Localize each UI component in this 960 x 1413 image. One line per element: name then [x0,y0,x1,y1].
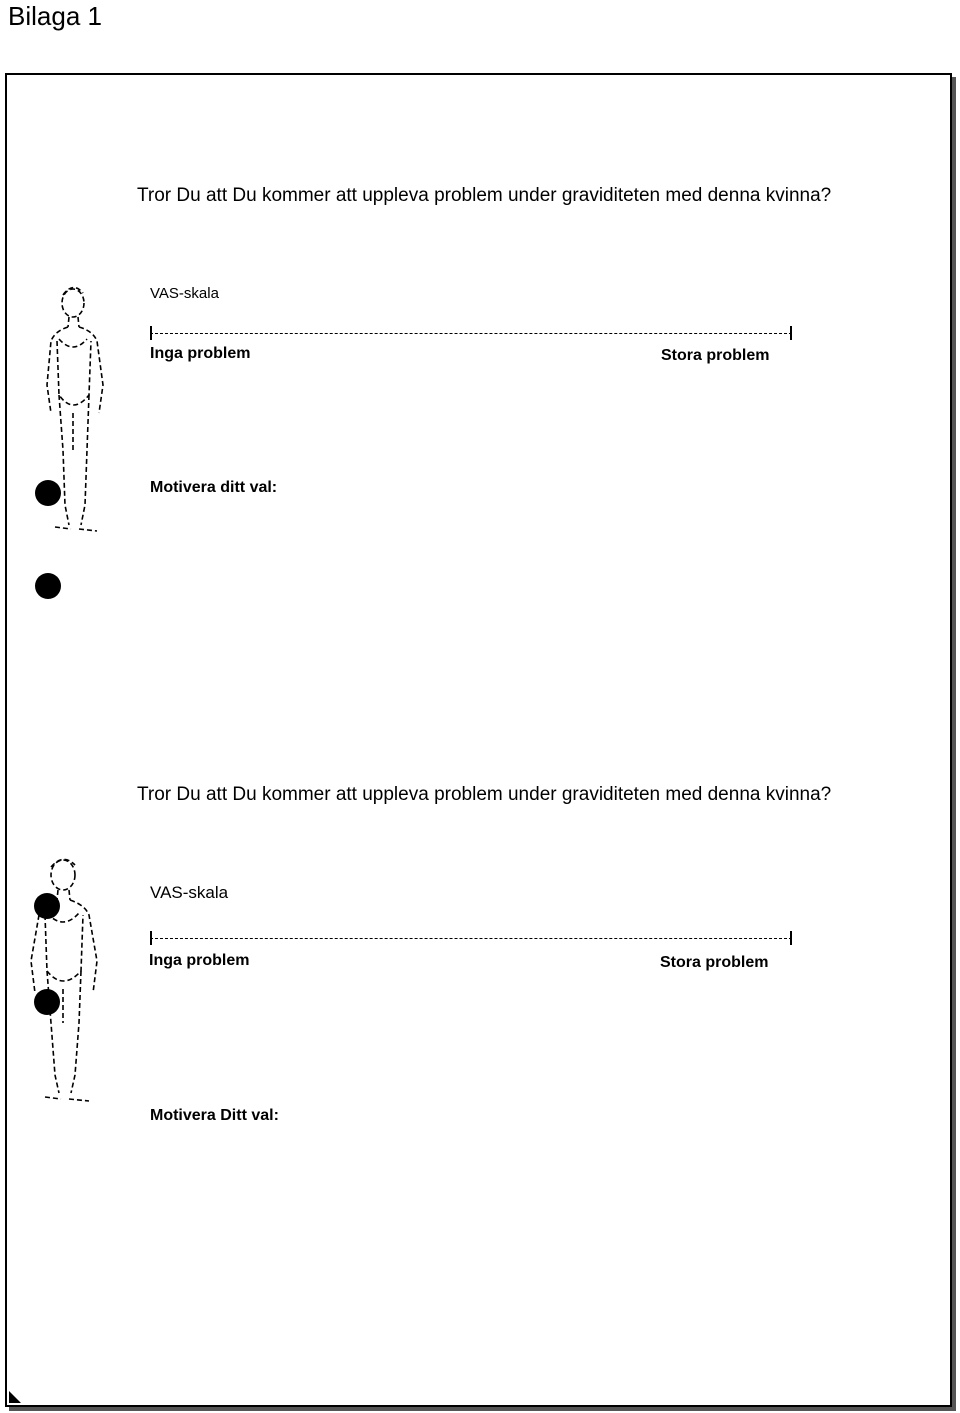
vas-scale-line[interactable] [150,931,792,945]
vas-scale-label: VAS-skala [150,883,229,902]
motivate-label: Motivera ditt val: [150,479,278,496]
scale-dashed-line [150,938,792,939]
motivate-label: Motivera Ditt val: [150,1107,279,1124]
questionnaire-sheet [5,73,952,1407]
page-label: Bilaga 1 [8,1,102,31]
scale-right-anchor: Stora problem [660,954,769,971]
punch-hole [35,573,61,599]
vas-scale-line[interactable] [150,326,792,340]
question-text: Tror Du att Du kommer att uppleva problem under graviditeten med denna kvinna? [137,185,832,206]
scale-dashed-line [150,333,792,334]
punch-hole [34,989,60,1015]
scale-end-tick [790,931,792,945]
question-section-1 [7,75,950,675]
punch-hole [34,893,60,919]
scale-end-tick [790,326,792,340]
scale-left-anchor: Inga problem [149,952,250,969]
question-text: Tror Du att Du kommer att uppleva problem under graviditeten med denna kvinna? [137,784,832,805]
page-corner-mark [9,1391,21,1403]
scale-left-anchor: Inga problem [150,345,251,362]
standing-woman-sketch-icon [23,853,105,1103]
scale-right-anchor: Stora problem [661,347,770,364]
vas-scale-label: VAS-skala [150,285,219,302]
punch-hole [35,480,61,506]
question-section-2 [7,675,950,1405]
